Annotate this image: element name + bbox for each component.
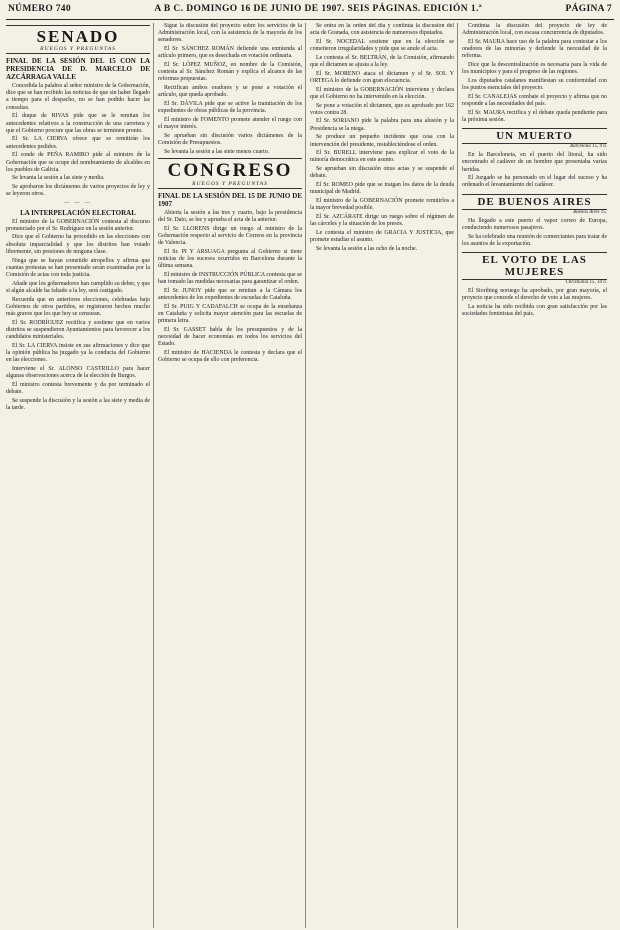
- paragraph: Se levanta la sesión a las siete menos cuarto.: [164, 148, 270, 155]
- senado-paragraphs: [6, 83, 150, 199]
- separator: — — —: [64, 200, 92, 206]
- paragraph: El Sr. SORIANO pide la palabra para una alusión y la Presidencia se la niega.: [310, 118, 454, 132]
- voto-dateline: Christiania 15, 10 n.: [565, 279, 607, 285]
- paragraph: Dice que la descentralización es necesaria para la vida de los municipios y para el progreso de las regiones.: [462, 62, 607, 76]
- congreso-subtitle: RUEGOS Y PREGUNTAS: [192, 180, 268, 187]
- paragraph: Le contesta el Sr. BELTRÁN, de la Comisión, afirmando que el dictamen se ajusta a la ley.: [310, 54, 454, 69]
- paragraph: El Sr. MAURA hace uso de la palabra para contestar a los oradores de las minorías y defiende la necesidad de la reforma.: [462, 38, 607, 60]
- paragraph: El Sr. CANALEJAS combate el proyecto y afirma que no responde a las necesidades del país.: [462, 93, 607, 108]
- buenos-aires-header: [462, 194, 607, 216]
- paragraph: El Sr. RODRÍGUEZ rectifica y sostiene que en varios distritos se suspendieron Ayuntamientos para favorecer a los candidatos ministeriales.: [6, 319, 150, 341]
- paragraph: El duque de RIVAS pide que se le remitan los antecedentes relativos a la construcción de una carretera y que el Gobierno procure que las obras se terminen pronto.: [6, 113, 150, 134]
- col4-paragraphs: [462, 23, 607, 124]
- interpelacion-head: LA INTERPELACIÓN ELECTORAL: [20, 208, 136, 217]
- col2-paragraphs: [158, 23, 302, 156]
- senado-title: SENADO: [36, 27, 120, 46]
- voto-paragraphs: [462, 288, 607, 318]
- paragraph: Se ha celebrado una reunión de comerciantes para tratar de los asuntos de la exportación.: [462, 233, 607, 247]
- column-1: [6, 23, 154, 928]
- paragraph: El Sr. AZCÁRATE dirige un ruego sobre el régimen de las cárceles y la situación de los presos.: [310, 213, 454, 228]
- paragraph: El Sr. NOCEDAL sostiene que en la elección se cometieron irregularidades y pide que se anule el acta.: [310, 38, 454, 53]
- paragraph: Le contesta el ministro de GRACIA Y JUSTICIA, que promete estudiar el asunto.: [310, 229, 454, 243]
- paragraph: En la Barceloneta, en el puerto del litoral, ha sido encontrado el cadáver de un hombre que presentaba varias heridas.: [462, 152, 607, 173]
- paragraph: Dice que el Gobierno ha procedido en las elecciones con absoluta imparcialidad y que los distritos han votado libremente, sin presiones de ninguna clase.: [6, 234, 150, 255]
- column-3: [310, 23, 458, 928]
- column-4: [462, 23, 610, 928]
- columns: [6, 23, 614, 928]
- paragraph: El ministro contesta brevemente y da por terminado el debate.: [6, 381, 150, 396]
- paragraph: La noticia ha sido recibida con gran satisfacción por las sociedades feministas del país.: [462, 303, 607, 318]
- paragraph: El ministro de la GOBERNACIÓN interviene y declara que el Gobierno no ha intervenido en la elección.: [310, 86, 454, 100]
- paragraph: Rectifican ambos oradores y se pone a votación el artículo, que queda aprobado.: [158, 85, 302, 99]
- interpelacion-paragraphs: [6, 219, 150, 413]
- congreso-lead: FINAL DE LA SESIÓN DEL 15 DE JUNIO DE 1907: [158, 191, 302, 208]
- paragraph: Se levanta la sesión a las ocho de la noche.: [316, 245, 418, 252]
- paragraph: El Sr. BURELL interviene para explicar el voto de la minoría democrática en este asunto.: [310, 150, 454, 164]
- paragraph: Se aprueban sin discusión otras actas y se suspende el debate.: [310, 166, 454, 180]
- paragraph: Se suspende la discusión y la sesión a las siete y media de la tarde.: [6, 397, 150, 411]
- muerto-header: [462, 128, 607, 150]
- page-header: [6, 4, 614, 20]
- paragraph: El Sr. JUNOY pide que se remitan a la Cámara los antecedentes de los expedientes de escuelas de Cataluña.: [158, 287, 302, 302]
- paragraph: El Storthing noruego ha aprobado, por gran mayoría, el proyecto que concede el derecho de voto a las mujeres.: [462, 287, 607, 302]
- paragraph: El Sr. MAURA rectifica y el debate queda pendiente para la próxima sesión.: [462, 109, 607, 123]
- buenos-aires-dateline: Buenos Aires 15.: [573, 209, 607, 215]
- paragraph: El Sr. PUIG Y CADAFALCH se ocupa de la enseñanza en Cataluña y solicita mayor atención para las escuelas de primera letra.: [158, 303, 302, 325]
- paragraph: Se levanta la sesión a las siete y media.: [12, 175, 105, 182]
- paragraph: Sigue la discusión del proyecto sobre los servicios de la Administración local, con la asistencia de la mayoría de los senadores.: [158, 23, 302, 44]
- buenos-aires-paragraphs: [462, 218, 607, 248]
- paragraph: El Sr. DÁVILA pide que se active la tramitación de los expedientes de obras públicas de la provincia.: [158, 101, 302, 115]
- congreso-header: [158, 158, 302, 189]
- paragraph: Se pone a votación el dictamen, que es aprobado por 162 votos contra 28.: [310, 102, 454, 116]
- paragraph: Se aprobaron los dictámenes de varios proyectos de ley y se leyeron otros.: [6, 184, 150, 198]
- congreso-paragraphs: [158, 210, 302, 365]
- senado-subtitle: RUEGOS Y PREGUNTAS: [40, 46, 116, 52]
- paragraph: El Sr. LA CIERVA ofrece que se remitirán los antecedentes pedidos.: [6, 136, 150, 150]
- paragraph: El Juzgado se ha personado en el lugar del suceso y ha ordenado el levantamiento del cadáver.: [462, 175, 607, 189]
- column-2: [158, 23, 306, 928]
- paragraph: El Sr. ROMEO pide que se traigan los datos de la deuda municipal de Madrid.: [310, 182, 454, 196]
- paragraph: El conde de PEÑA RAMIRO pide al ministro de la Gobernación que se ocupe del nombramiento de alcaldes en los pueblos de Galicia.: [6, 152, 150, 173]
- paragraph: El Sr. SÁNCHEZ ROMÁN defiende una enmienda al artículo primero, que es desechada en votación ordinaria.: [158, 46, 302, 60]
- paragraph: Continúa la discusión del proyecto de ley de Administración local, con escasa concurrencia de diputados.: [462, 23, 607, 37]
- paragraph: Se produce un pequeño incidente que cesa con la intervención del presidente, restableciéndose el orden.: [310, 134, 454, 148]
- paragraph: Abierta la sesión a las tres y cuarto, bajo la presidencia del Sr. Dato, se lee y aprueba el acta de la anterior.: [158, 209, 302, 224]
- buenos-aires-title: DE BUENOS AIRES: [462, 194, 607, 210]
- paragraph: Interviene el Sr. ALONSO CASTRILLO para hacer algunas observaciones acerca de la elección de Burgos.: [6, 365, 150, 380]
- congreso-title: CONGRESO: [167, 159, 293, 181]
- page-number: PÁGINA 7: [565, 4, 612, 14]
- col3-paragraphs: [310, 23, 454, 253]
- paragraph: Los diputados catalanes manifiestan su conformidad con los puntos esenciales del proyecto.: [462, 77, 607, 92]
- paragraph: El Sr. LLORENS dirige un ruego al ministro de la Gobernación respecto al servicio de Correos en la provincia de Valencia.: [158, 225, 302, 247]
- paragraph: El ministro de la GOBERNACIÓN promete remitirlos a la mayor brevedad posible.: [310, 197, 454, 212]
- paragraph: El Sr. LA CIERVA insiste en sus afirmaciones y dice que la opinión pública ha juzgado ya la conducta del Gobierno en las elecciones.: [6, 342, 150, 364]
- paragraph: Añade que los gobernadores han cumplido su deber, y que si algún alcalde ha faltado a la ley, será castigado.: [6, 280, 150, 294]
- muerto-dateline: Barcelona 15, 9 n.: [570, 144, 607, 150]
- paragraph: Se aprueban sin discusión varios dictámenes de la Comisión de Presupuestos.: [158, 132, 302, 147]
- issue-number: NÚMERO 740: [8, 4, 71, 14]
- paragraph: Ha llegado a este puerto el vapor correo de Europa, conduciendo numerosos pasajeros.: [462, 217, 607, 231]
- paragraph: El ministro de HACIENDA le contesta y declara que el Gobierno se ocupa de ello con preferencia.: [158, 350, 302, 364]
- paragraph: Recuerda que en anteriores elecciones, celebradas bajo Gobiernos de otros partidos, se registraron hechos mucho más graves que los que hoy se censuran.: [6, 296, 150, 317]
- paragraph: Niega que se hayan cometido atropellos y afirma que cuantas protestas se han presentado serán examinadas por la Comisión de actas con toda justicia.: [6, 257, 150, 278]
- senado-header: [6, 25, 150, 54]
- senado-lead: FINAL DE LA SESIÓN DEL 15 CON LA PRESIDENCIA DE D. MARCELO DE AZCÁRRAGA VALLE: [6, 57, 150, 81]
- paragraph: El ministro de INSTRUCCIÓN PÚBLICA contesta que se han tomado las medidas necesarias para garantizar el orden.: [158, 272, 302, 286]
- paragraph: El Sr. MORENO ataca el dictamen y el Sr. SOL Y ORTEGA lo defiende con gran elocuencia.: [310, 70, 454, 84]
- paragraph: Concedida la palabra al señor ministro de la Gobernación, dice que se han recibido las noticias de que sin haber llegado a tiempo para el despacho, no se han podido hacer las consultas.: [6, 83, 150, 111]
- voto-title: EL VOTO DE LAS MUJERES: [462, 252, 607, 280]
- paragraph: El ministro de FOMENTO promete atender el ruego con el mayor interés.: [158, 116, 302, 131]
- paragraph: Se entra en la orden del día y continúa la discusión del acta de Granada, con asistencia de numerosos diputados.: [310, 23, 454, 37]
- muerto-paragraphs: [462, 152, 607, 190]
- paragraph: El Sr. LÓPEZ MUÑOZ, en nombre de la Comisión, contesta al Sr. Sánchez Román y explica el alcance de las reformas propuestas.: [158, 62, 302, 83]
- masthead-line: A B C. DOMINGO 16 DE JUNIO DE 1907. SEIS PÁGINAS. EDICIÓN 1.ª: [154, 4, 482, 14]
- paragraph: El Sr. PI Y ARSUAGA pregunta al Gobierno si tiene noticias de los sucesos ocurridos en Barcelona durante la última semana.: [158, 248, 302, 270]
- paragraph: El Sr. GASSET habla de los presupuestos y de la necesidad de hacer economías en todos los servicios del Estado.: [158, 327, 302, 348]
- muerto-title: UN MUERTO: [462, 128, 607, 144]
- voto-header: [462, 252, 607, 286]
- paragraph: El ministro de la GOBERNACIÓN contesta al discurso pronunciado por el Sr. Rodríguez en la sesión anterior.: [6, 218, 150, 232]
